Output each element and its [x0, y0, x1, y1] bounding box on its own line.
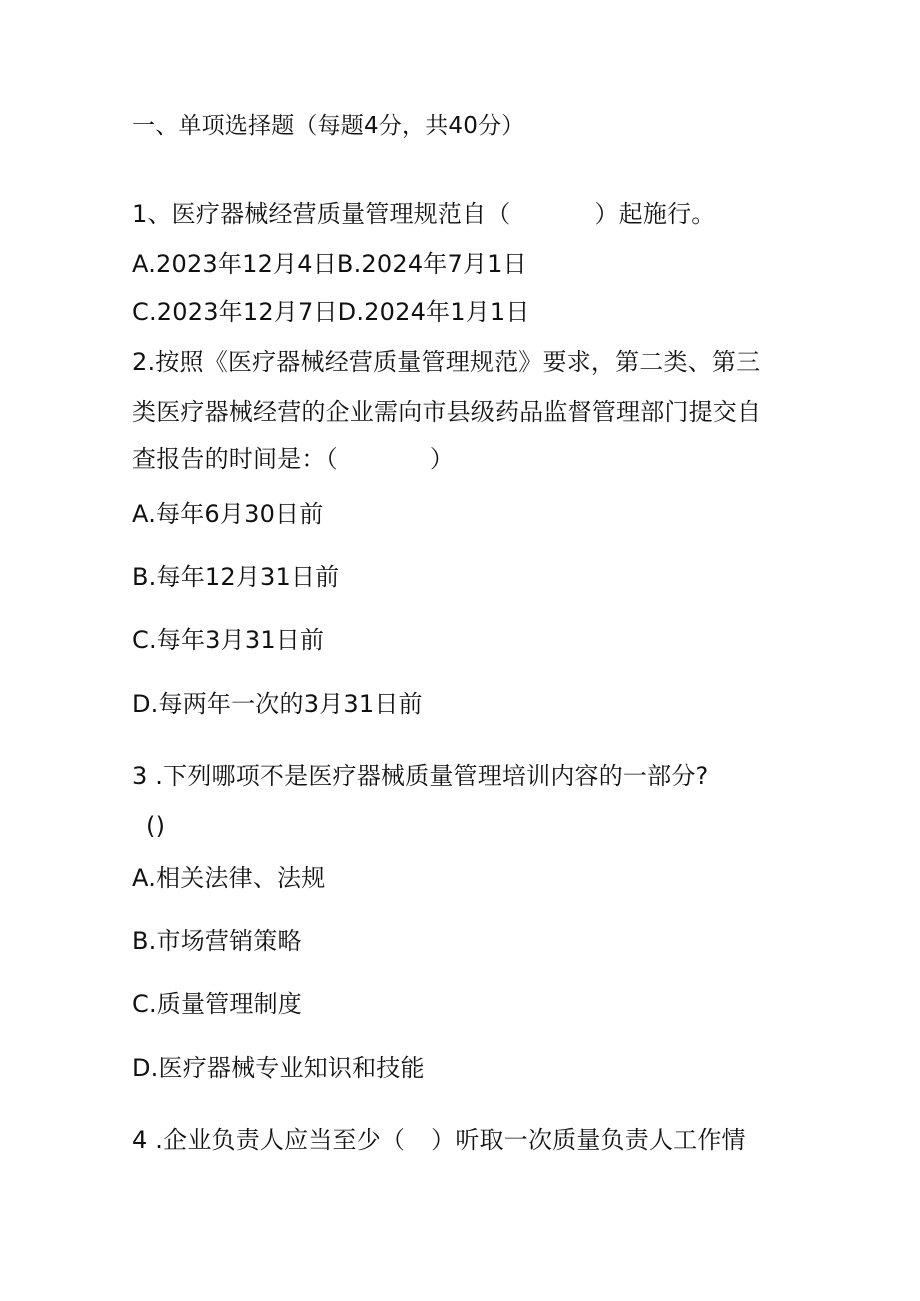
question-3-option-b: B.市场营销策略: [132, 927, 302, 955]
question-2-option-c: C.每年3月31日前: [132, 626, 325, 654]
question-2-stem-part-1: 查报告的时间是：（: [132, 445, 338, 473]
question-3-option-a: A.相关法律、法规: [132, 864, 326, 892]
question-1-option-row-2: C.2023年12月7日D.2024年1月1日: [132, 298, 530, 326]
question-4-stem-part-2: ）听取一次质量负责人工作情: [431, 1126, 746, 1154]
question-3-option-d: D.医疗器械专业知识和技能: [132, 1054, 425, 1082]
question-2-stem-part-2: ）: [429, 445, 455, 473]
question-2-stem-line-3: [132, 443, 454, 475]
question-2-option-a: A.每年6月30日前: [132, 500, 324, 528]
question-1-stem: [132, 198, 715, 230]
question-4-stem-part-1: 4 .企业负责人应当至少（: [132, 1126, 406, 1154]
question-2-option-d: D.每两年一次的3月31日前: [132, 690, 423, 718]
question-3-stem-line-1: 3 .下列哪项不是医疗器械质量管理培训内容的一部分?: [132, 762, 709, 790]
question-2-stem-line-1: 2.按照《医疗器械经营质量管理规范》要求，第二类、第三: [132, 348, 761, 376]
question-2-stem-line-2: 类医疗器械经营的企业需向市县级药品监督管理部门提交自: [132, 398, 762, 426]
question-3-stem-line-2: (): [146, 812, 166, 840]
question-1-stem-part-2: ）起施行。: [594, 200, 716, 228]
question-3-option-c: C.质量管理制度: [132, 990, 302, 1018]
section-title: 一、单项选择题（每题4分，共40分）: [132, 113, 525, 139]
question-1-stem-part-1: 1、医疗器械经营质量管理规范自（: [132, 200, 511, 228]
question-4-stem: [132, 1124, 746, 1156]
question-2-option-b: B.每年12月31日前: [132, 563, 340, 591]
question-1-option-row-1: A.2023年12月4日B.2024年7月1日: [132, 250, 527, 278]
